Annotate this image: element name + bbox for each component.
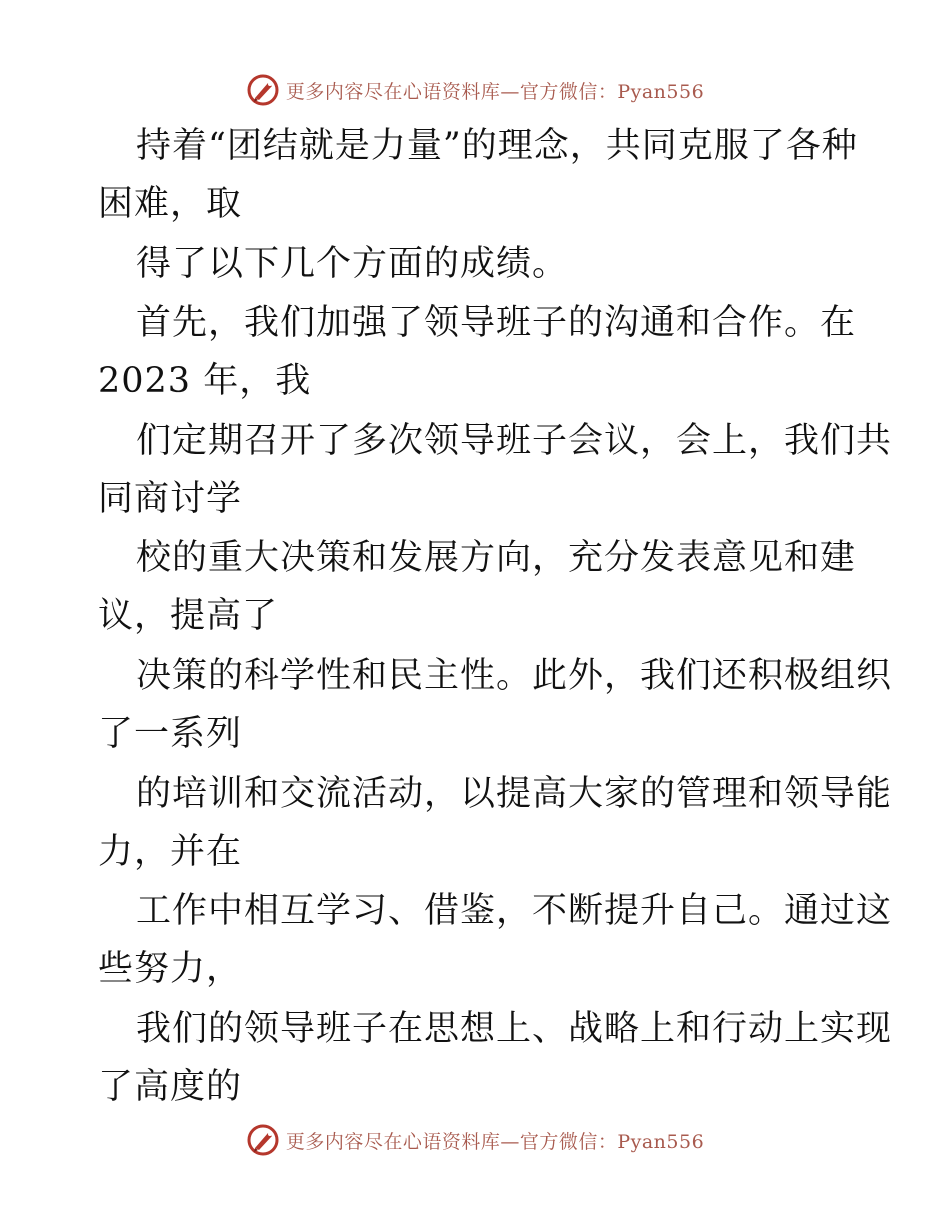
body-line: 首先，我们加强了领导班子的沟通和合作。在 <box>136 303 857 343</box>
body-line: 校的重大决策和发展方向，充分发表意见和建 <box>136 538 857 578</box>
footer-watermark <box>0 1122 950 1158</box>
body-line: 持着“团结就是力量”的理念，共同克服了各种 <box>136 126 858 166</box>
body-line: 工作中相互学习、借鉴，不断提升自己。通过这 <box>136 891 893 931</box>
body-line: 2023 年，我 <box>98 361 312 401</box>
body-line: 的培训和交流活动，以提高大家的管理和领导能 <box>136 774 893 814</box>
body-line: 同商讨学 <box>98 479 243 519</box>
pen-logo-icon <box>246 1123 280 1157</box>
footer-watermark-text: 更多内容尽在心语资料库—官方微信：Pyan556 <box>285 1130 705 1153</box>
body-line: 了高度的 <box>98 1067 243 1107</box>
body-line: 我们的领导班子在思想上、战略上和行动上实现 <box>136 1009 893 1049</box>
body-line: 决策的科学性和民主性。此外，我们还积极组织 <box>136 656 893 696</box>
body-line: 们定期召开了多次领导班子会议，会上，我们共 <box>136 421 893 461</box>
body-line: 力，并在 <box>98 832 243 872</box>
body-line: 困难，取 <box>98 184 243 224</box>
header-watermark-text: 更多内容尽在心语资料库—官方微信：Pyan556 <box>285 80 705 103</box>
pen-logo-icon <box>246 73 280 107</box>
body-line: 得了以下几个方面的成绩。 <box>136 244 569 284</box>
body-line: 议，提高了 <box>98 596 279 636</box>
body-line: 了一系列 <box>98 714 243 754</box>
header-watermark <box>0 72 950 108</box>
body-line: 些努力， <box>98 949 243 989</box>
